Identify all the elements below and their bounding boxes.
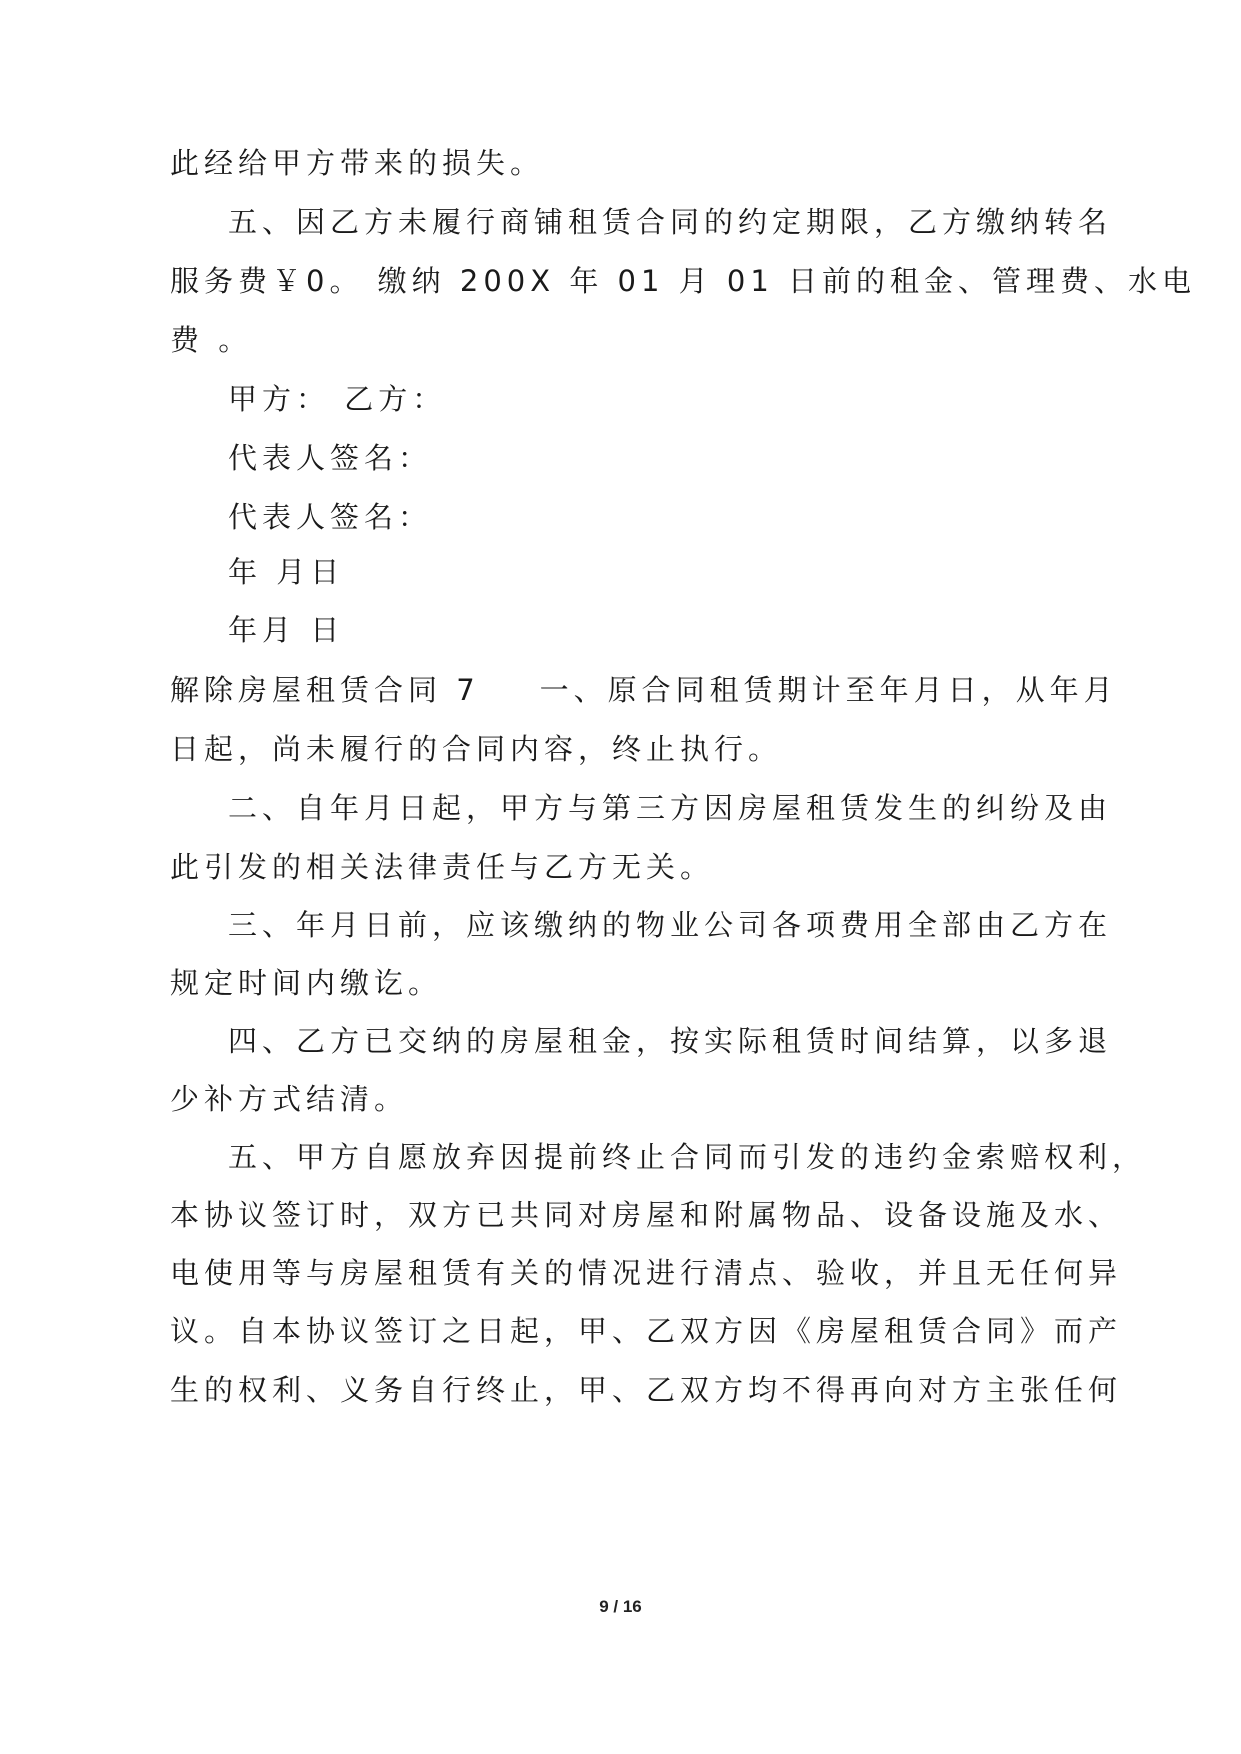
signature-parties-line: 甲方： 乙方： [228,382,447,416]
text-line: 议。自本协议签订之日起，甲、乙双方因《房屋租赁合同》而产 [170,1314,1123,1348]
text-line: 此引发的相关法律责任与乙方无关。 [170,850,715,884]
text-line: 二、自年月日起，甲方与第三方因房屋租赁发生的纠纷及由 [228,791,1113,825]
text-line: 此经给甲方带来的损失。 [170,146,545,180]
text-line: 三、年月日前，应该缴纳的物业公司各项费用全部由乙方在 [228,908,1113,942]
signature-line: 代表人签名： [228,441,433,475]
text-line: 日起，尚未履行的合同内容，终止执行。 [170,732,783,766]
page-number: 9 / 16 [599,1597,642,1616]
date-line: 年 月日 [228,555,345,589]
text-line: 少补方式结清。 [170,1082,409,1116]
text-line: 一、原合同租赁期计至年月日，从年月 [539,673,1118,707]
text-line: 四、乙方已交纳的房屋租金，按实际租赁时间结算，以多退 [228,1024,1113,1058]
date-line: 年月 日 [228,613,345,647]
signature-line: 代表人签名： [228,500,433,534]
text-line: 五、因乙方未履行商铺租赁合同的约定期限，乙方缴纳转名 [228,205,1113,239]
text-line: 电使用等与房屋租赁有关的情况进行清点、验收，并且无任何异 [170,1256,1123,1290]
text-line: 本协议签订时，双方已共同对房屋和附属物品、设备设施及水、 [170,1198,1123,1232]
text-line: 服务费￥0。 缴纳 200X 年 01 月 01 日前的租金、管理费、水电 [170,264,1197,298]
text-line: 生的权利、义务自行终止，甲、乙双方均不得再向对方主张任何 [170,1373,1123,1407]
section-heading-line [170,666,1118,714]
text-line: 规定时间内缴讫。 [170,966,443,1000]
text-line: 费 。 [170,323,253,357]
section-title: 解除房屋租赁合同 7 [170,673,480,707]
text-line: 五、甲方自愿放弃因提前终止合同而引发的违约金索赔权利， [228,1140,1147,1174]
